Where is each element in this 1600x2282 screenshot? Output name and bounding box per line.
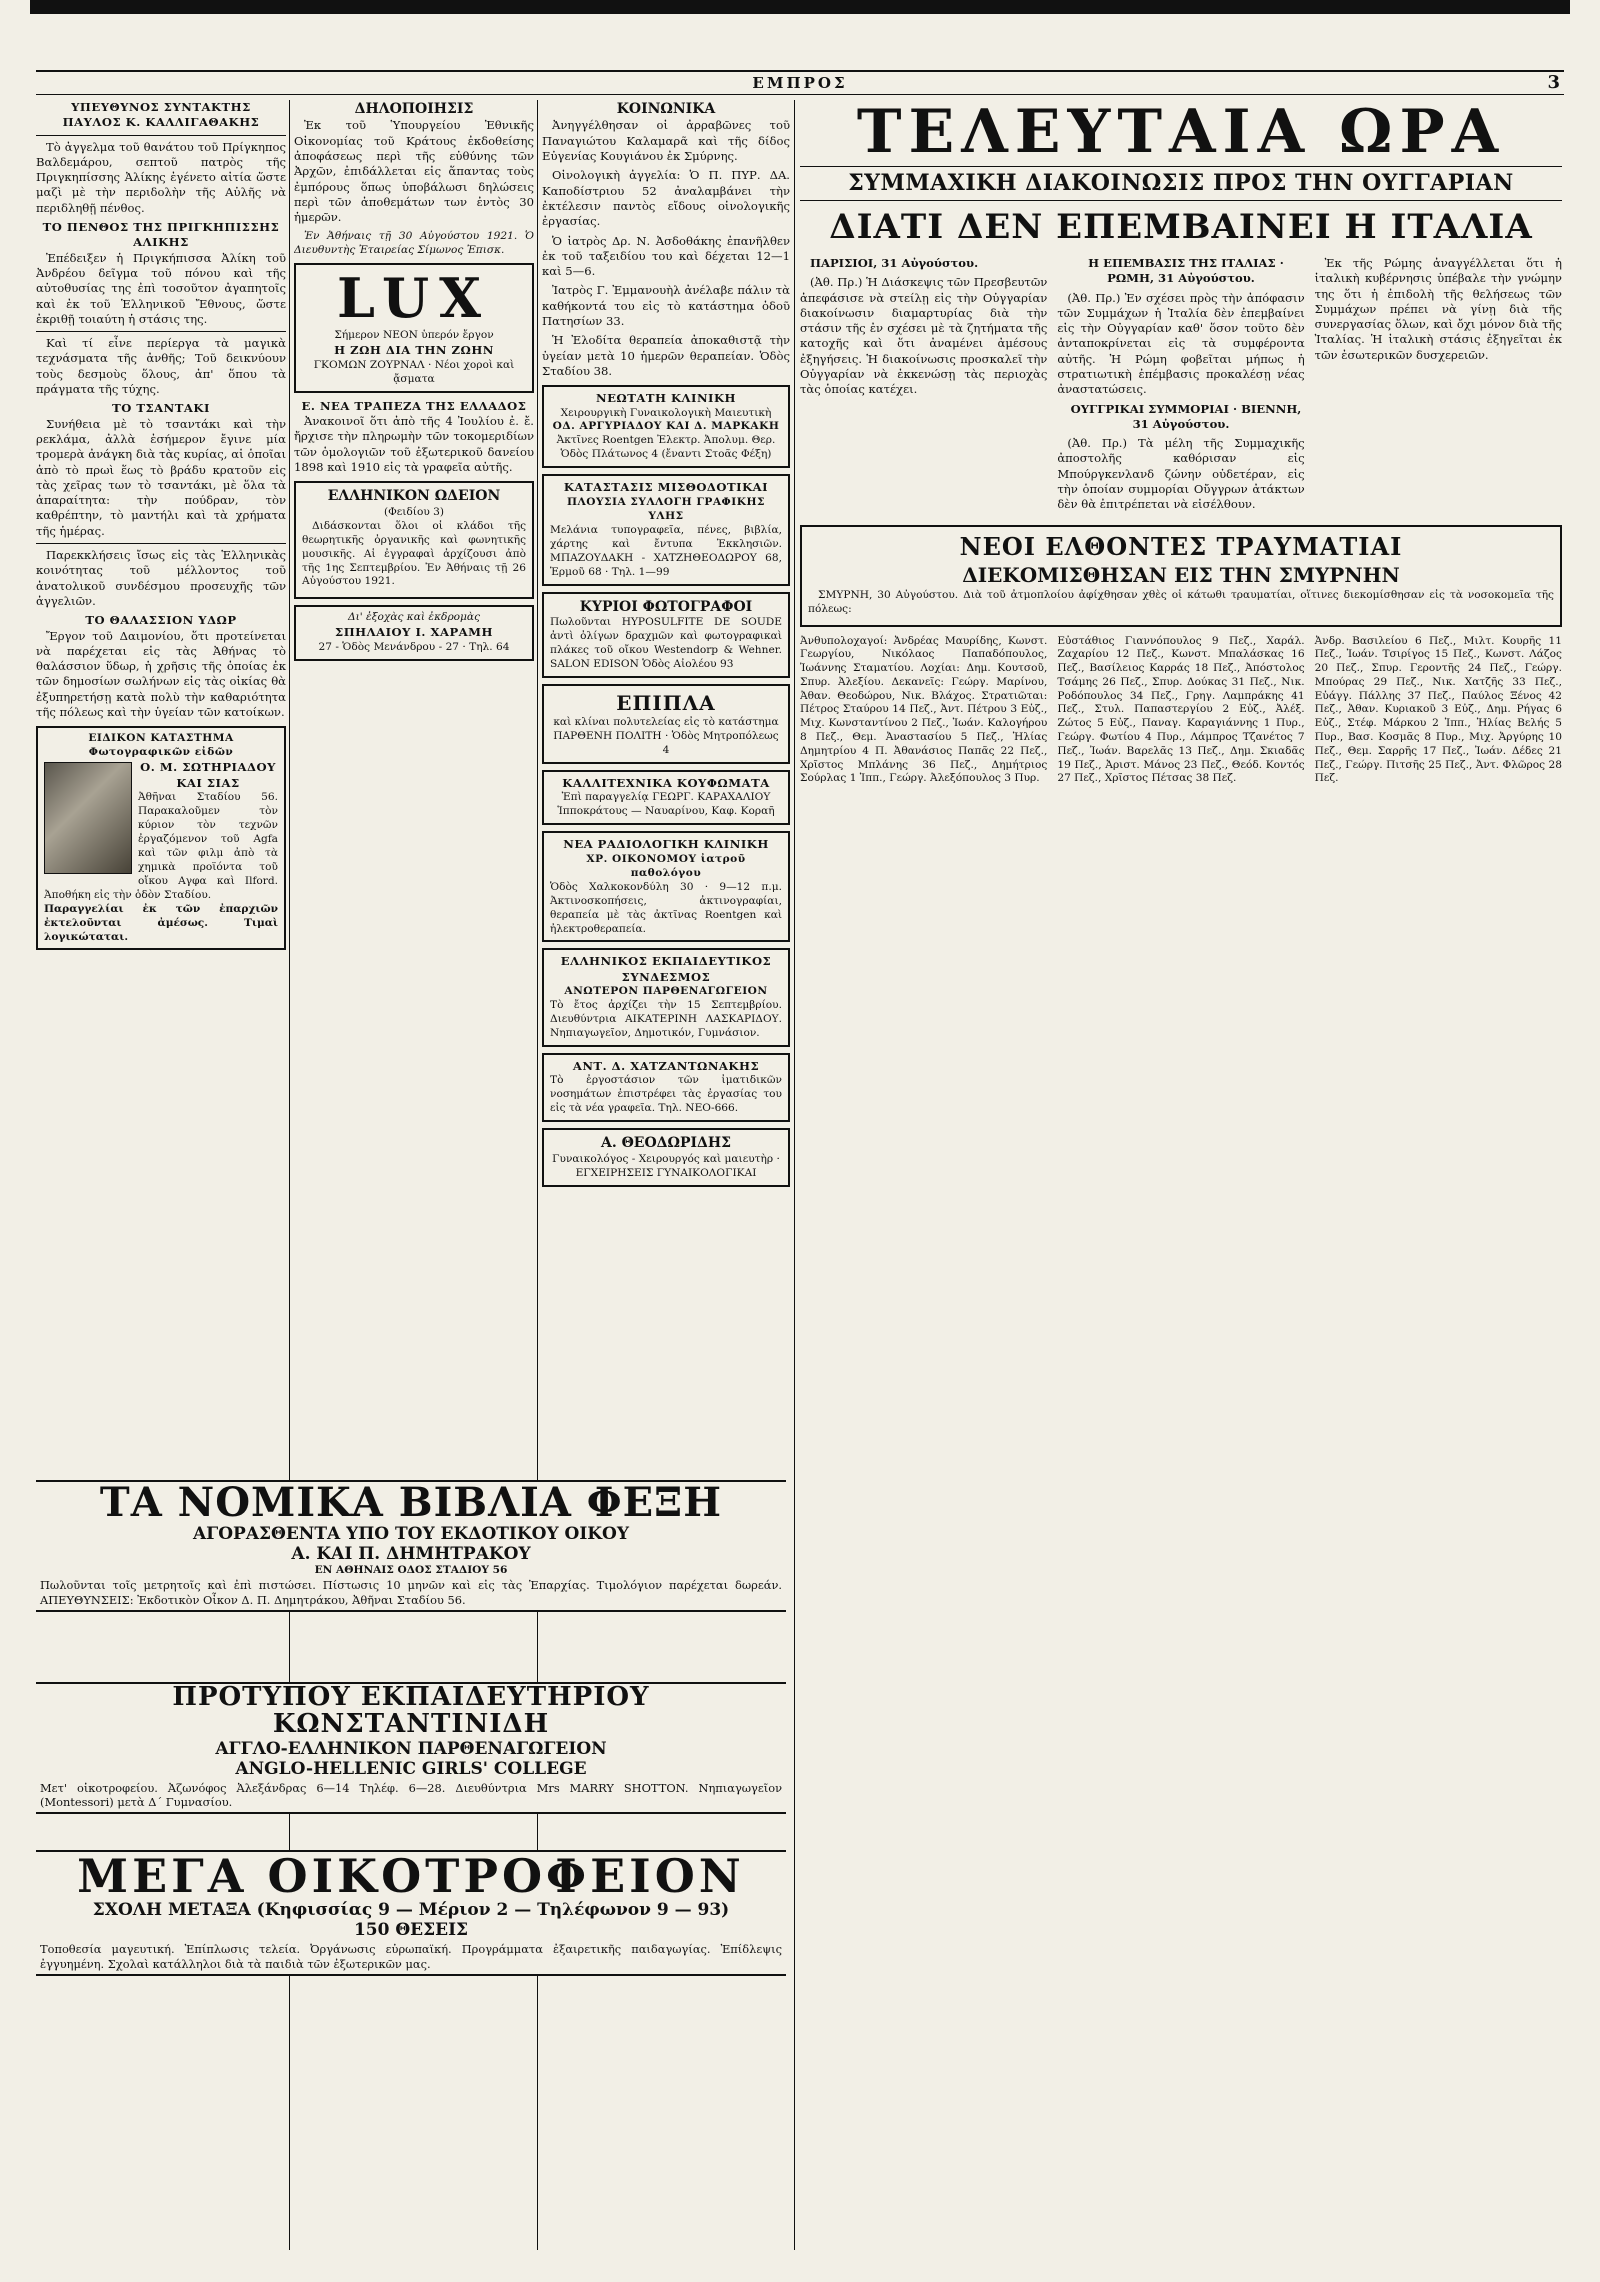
bank-text: Ἀνακοινοῖ ὅτι ἀπὸ τῆς 4 Ἰουλίου ἐ. ἔ. ἤρχισε τὴν πληρωμὴν τῶν τοκομεριδίων τῶν ὁμολογιῶν τοῦ ἐξωτερικοῦ δανείου 1898 καὶ 1910 εἰς τὰ γραφεῖα αὐτῆς. bbox=[294, 413, 534, 474]
magic-text: Καὶ τί εἶνε περίεργα τὰ μαγικὰ τεχνάσματα τῆς ἀνθῆς; Τοῦ δεικνύουν τοὺς δεσμοὺς ὅλους, ἀπ' ὅπου τὰ πράγματα τῆς τύχης. bbox=[36, 336, 286, 397]
books-publisher: Α. ΚΑΙ Π. ΔΗΜΗΤΡΑΚΟΥ bbox=[291, 1544, 531, 1564]
divider bbox=[36, 135, 286, 136]
bank-title: Ε. ΝΕΑ ΤΡΑΠΕΖΑ ΤΗΣ ΕΛΛΑΔΟΣ bbox=[301, 398, 527, 413]
last-hour-title: ΤΕΛΕΥΤΑΙΑ ΩΡΑ bbox=[856, 100, 1506, 167]
tailor-ad bbox=[542, 1053, 790, 1122]
news-col-2 bbox=[1057, 256, 1304, 517]
seawater-text: Ἔργον τοῦ Δαιμονίου, ὅτι προτείνεται νὰ παρέχεται εἰς τὰς Ἀθήνας τὸ θαλάσσιον ὕδωρ, ἡ χρῆσις τῆς ὁποίας ἐκ τῶν δημοσίων σωλήνων εἰς τὰς οἰκίας θὰ ἐξυπηρετήσῃ κατὰ πολὺ τὴν καθαριότητα τῆς πόλεως καὶ τὴν ὑγείαν τῶν κατοίκων. bbox=[36, 628, 286, 719]
wounded-title: ΝΕΟΙ ΕΛΘΟΝΤΕΣ ΤΡΑΥΜΑΤΙΑΙ bbox=[959, 531, 1403, 561]
cave-shop-ad bbox=[294, 605, 534, 660]
school-ad bbox=[36, 1682, 786, 1814]
clinic-addr: Ἀκτῖνες Roentgen Ἐλεκτρ. Ἀπολυμ. Θερ. Ὁδὸς Πλάτωνος 4 (ἔναντι Στοᾶς Φέξη) bbox=[556, 434, 776, 461]
news-col-3 bbox=[1315, 256, 1562, 517]
conservatory-text: Διδάσκονται ὅλοι οἱ κλάδοι τῆς θεωρητικῆς ὀργανικῆς καὶ φωνητικῆς μουσικῆς. Αἱ ἐγγραφαὶ ἀρχίζουσι ἀπὸ τῆς 1ης Σεπτεμβρίου. Ἐν Ἀθήναις τῇ 26 Αὐγούστου 1921. bbox=[302, 519, 526, 588]
boarding-sub: ΣΧΟΛΗ ΜΕΤΑΞΑ (Κηφισσίας 9 — Μέριον 2 — Τηλέφωνον 9 — 93) bbox=[92, 1900, 730, 1921]
mourning-text: Ἐπέδειξεν ἡ Πριγκήπισσα Ἀλίκη τοῦ Ἀνδρέου δεῖγμα τοῦ πόνου καὶ τῆς αὐτοθυσίας της ἐπὶ τοσοῦτον ἀγαπητοῖς καὶ ἐκ τοῦ Ἑλληνικοῦ Ἔθνους, ὥστε ἐκριθῇ τοιαύτη ἡ στάσις της. bbox=[36, 250, 286, 326]
education-text: Τὸ ἔτος ἀρχίζει τὴν 15 Σεπτεμβρίου. Διευθύντρια ΑΙΚΑΤΕΡΙΝΗ ΛΑΣΚΑΡΙΔΟΥ. Νηπιαγωγεῖον, Δημοτικόν, Γυμνάσιον. bbox=[550, 999, 782, 1039]
school-text: Μετ' οἰκοτροφείου. Ἀζωνόφος Ἀλεξάνδρας 6—14 Τηλέφ. 6—28. Διευθύντρια Mrs MARRY SHOTTON. Νηπιαγωγεῖον (Montessori) μετὰ Δ΄ Γυμνασίου. bbox=[40, 1780, 782, 1810]
social-title: ΚΟΙΝΩΝΙΚΑ bbox=[616, 101, 716, 117]
photo-shop-text: Ἀθῆναι Σταδίου 56. Παρακαλοῦμεν τὸν κύριον τὸν τεχνῶν ἐργαζόμενον τοῦ Agfa καὶ τῶν φιλμ ἀπὸ τὰ χημικὰ προϊόντα τοῦ οἴκου Αγφα καὶ Ilford. Ἀποθήκη εἰς τὴν ὁδὸν Σταδίου. bbox=[44, 790, 278, 901]
communities-text: Παρεκκλήσεις ἴσως εἰς τὰς Ἑλληνικὰς κοινότητας τοῦ μέλλοντος τοῦ ἀνατολικοῦ συνδέσμου προσευχῆς τῶν ἀγγελιῶν. bbox=[36, 548, 286, 608]
doctor-title: Α. ΘΕΟΔΩΡΙΔΗΣ bbox=[600, 1135, 732, 1152]
furniture-ad bbox=[542, 684, 790, 764]
furniture-text: καὶ κλίναι πολυτελείας εἰς τὸ κατάστημα ΠΑΡΘΕΝΗ ΠΟΛΙΤΗ · Ὁδὸς Μητροπόλεως 4 bbox=[553, 716, 779, 757]
education-title: ΕΛΛΗΝΙΚΟΣ ΕΚΠΑΙΔΕΥΤΙΚΟΣ ΣΥΝΔΕΣΜΟΣ bbox=[560, 954, 772, 984]
dispatch-text: (Ἀθ. Πρ.) Ἡ Διάσκεψις τῶν Πρεσβευτῶν ἀπεφάσισε νὰ στείλῃ εἰς τὴν Οὐγγαρίαν διακοίνωσιν διαμαρτυρίας διὰ τὴν στάσιν τῆς ἐν σχέσει μὲ τὰ ζητήματα τῆς κατοχῆς καὶ ὅτι ἀναμένει ἀμέσους ἐξηγήσεις. Ἡ διακοίνωσις προσκαλεῖ τὴν Οὐγγαρίαν νὰ ἐκκενώσῃ τὰς περιοχὰς τὰς ὁποίας κατέχει. bbox=[800, 275, 1048, 397]
cave-shop-name: ΣΠΗΛΑΙΟΥ Ι. ΧΑΡΑΜΗ bbox=[335, 625, 493, 640]
frames-title: ΚΑΛΛΙΤΕΧΝΙΚΑ ΚΟΥΦΩΜΑΤΑ bbox=[562, 776, 770, 791]
lux-title: LUX bbox=[336, 266, 491, 331]
page-number: 3 bbox=[1547, 72, 1560, 93]
doctor-text: Γυναικολόγος - Χειρουργός καὶ μαιευτὴρ · ΕΓΧΕΙΡΗΣΕΙΣ ΓΥΝΑΙΚΟΛΟΓΙΚΑΙ bbox=[552, 1152, 780, 1179]
books-address: ΕΝ ΑΘΗΝΑΙΣ ΟΔΟΣ ΣΤΑΔΙΟΥ 56 bbox=[314, 1564, 508, 1576]
social-item: Ὁ ἰατρὸς Δρ. Ν. Ἀσδοθάκης ἐπανῆλθεν ἐκ τοῦ ταξειδίου του καὶ δέχεται 12—1 καὶ 5—6. bbox=[542, 233, 790, 279]
print-shop-title: ΚΑΤΑΣΤΑΣΙΣ ΜΙΣΘΟΔΟΤΙΚΑΙ bbox=[563, 480, 769, 495]
headline-handbag: ΤΟ ΤΣΑΝΤΑΚΙ bbox=[112, 401, 210, 416]
wounded-list-1: Ἀνθυπολοχαγοί: Ἀνδρέας Μαυρίδης, Κωνστ. Γεωργίου, Νικόλαος Παπαδόπουλος, Ἰωάννης Σταματίου. Λοχίαι: Δημ. Κουτσοῦ, Σπυρ. Ἀλεξίου. Δεκανεῖς: Γεώργ. Μαρίνου, Ἀθαν. Θεοδώρου, Νικ. Βλάχος. Στρατιῶται: Πέτρος Σταύρου 14 Πεζ., Ἀντ. Πέτρου 3 Εὐζ., Μιχ. Κωνσταντίνου 2 Πεζ., Ἰωάν. Καλογήρου 8 Πεζ., Θεμ. Ἀναστασίου 5 Πεζ., Ἠλίας Δημητρίου 4 Π. Ἀθανάσιος Παπᾶς 22 Πεζ., Χρῖστος Μπλάνης 36 Πεζ., Δημήτριος Σούρλας 1 Ἱππ., Γεώργ. Ἀλεξόπουλος 3 Πυρ. bbox=[800, 634, 1048, 785]
photo-shop-name: Ο. Μ. ΣΩΤΗΡΙΑΔΟΥ ΚΑΙ ΣΙΑΣ bbox=[140, 760, 276, 790]
dispatch-head: Η ΕΠΕΜΒΑΣΙΣ ΤΗΣ ΙΤΑΛΙΑΣ · ΡΩΜΗ, 31 Αὐγούστου. bbox=[1088, 255, 1284, 286]
last-hour-section bbox=[800, 100, 1562, 2250]
editor-label: ΥΠΕΥΘΥΝΟΣ ΣΥΝΤΑΚΤΗΣ bbox=[71, 100, 251, 114]
clinic-sub: Χειρουργικὴ Γυναικολογικὴ Μαιευτικὴ bbox=[560, 406, 772, 419]
intro-text: Τὸ ἀγγελμα τοῦ θανάτου τοῦ Πρίγκηπος Βαλδεμάρου, σεπτοῦ πατρὸς τῆς Πριγκηπίσσης Ἀλίκης ἐγένετο αἰτία ὥστε μαζὶ μὲ τὴν περιδολὴν τῆς Αὐλῆς νὰ περιδληθῇ πένθος. bbox=[36, 139, 286, 215]
boarding-count: 150 ΘΕΣΕΙΣ bbox=[353, 1920, 469, 1941]
doctor-ad bbox=[542, 1128, 790, 1186]
wounded-intro: ΣΜΥΡΝΗ, 30 Αὐγούστου. Διὰ τοῦ ἀτμοπλοίου ἀφίχθησαν χθὲς οἱ κάτωθι τραυματίαι, οἵτινες διεκομίσθησαν εἰς τὰ νοσοκομεῖα τῆς πόλεως: bbox=[808, 588, 1554, 615]
news-columns bbox=[800, 256, 1562, 517]
school-title: ΠΡΟΤΥΠΟΥ ΕΚΠΑΙΔΕΥΤΗΡΙΟΥ ΚΩΝΣΤΑΝΤΙΝΙΔΗ bbox=[172, 1682, 650, 1740]
declaration-text: Ἐκ τοῦ Ὑπουργείου Ἐθνικῆς Οἰκονομίας τοῦ Κράτους ἐκδοθείσης ἀποφάσεως περὶ τῆς εὐθύνης τῶν Ἀρχῶν, ἐπιδάλλεται εἰς ἅπαντας τοὺς ἐμπόρους ὅπως ὑποβάλωσι δηλώσεις περὶ τῶν ἀποθεμάτων των ἐντὸς 30 ἡμερῶν. bbox=[294, 118, 534, 225]
law-books-ad bbox=[36, 1480, 786, 1612]
photographers-ad bbox=[542, 592, 790, 678]
social-item: Οἰνολογικὴ ἀγγελία: Ὁ Π. ΠΥΡ. ΔΑ. Καποδίστριου 52 ἀναλαμβάνει τὴν ἐκτέλεσιν παντὸς εἴδους οἰνολογικῆς ἐργασίας. bbox=[542, 168, 790, 229]
boarding-ad bbox=[36, 1850, 786, 1976]
social-item: Ἡ Ἐλοδίτα θεραπεία ἀποκαθιστᾷ τὴν ὑγείαν μετὰ 10 ἡμερῶν θεραπείαν. Ὁδὸς Σταδίου 38. bbox=[542, 333, 790, 378]
dispatch-head: ΠΑΡΙΣΙΟΙ, 31 Αὐγούστου. bbox=[810, 255, 979, 270]
print-shop-sub: ΠΛΟΥΣΙΑ ΣΥΛΛΟΓΗ ΓΡΑΦΙΚΗΣ ΥΛΗΣ bbox=[567, 495, 765, 522]
divider bbox=[36, 543, 286, 544]
headline-mourning: ΤΟ ΠΕΝΘΟΣ ΤΗΣ ΠΡΙΓΚΗΠΙΣΣΗΣ ΑΛΙΚΗΣ bbox=[42, 220, 280, 250]
radiology-ad bbox=[542, 831, 790, 942]
lux-film: Η ΖΩΗ ΔΙΑ ΤΗΝ ΖΩΗΝ bbox=[334, 343, 494, 358]
boarding-text: Τοποθεσία μαγευτική. Ἐπίπλωσις τελεία. Ὀργάνωσις εὐρωπαϊκή. Προγράμματα ἐξαιρετικῆς παιδαγωγίας. Ἐπίδλεψις ἐγγυημένη. Σχολαὶ κατάλληλοι διὰ τὰ παιδιὰ τῶν ἐξωτερικῶν μας. bbox=[40, 1942, 782, 1972]
clinic-ad bbox=[542, 385, 790, 468]
headline-seawater: ΤΟ ΘΑΛΑΣΣΙΟΝ ΥΔΩΡ bbox=[85, 613, 237, 628]
conservatory-title: ΕΛΛΗΝΙΚΟΝ ΩΔΕΙΟΝ bbox=[327, 488, 501, 505]
tailor-title: ΑΝΤ. Δ. ΧΑΤΖΑΝΤΩΝΑΚΗΣ bbox=[572, 1058, 760, 1073]
photo-shop-ad bbox=[36, 726, 286, 950]
wounded-list-3: Ἀνδρ. Βασιλείου 6 Πεζ., Μιλτ. Κουρῆς 11 Πεζ., Ἰωάν. Τσιρίγος 15 Πεζ., Κωνστ. Λάζος 20 Πεζ., Σπυρ. Γεροντῆς 24 Πεζ., Γεώργ. Μπούρας 29 Πεζ., Νικ. Χατζῆς 33 Πεζ., Εὐάγγ. Πάλλης 37 Πεζ., Παύλος Ξένος 42 Πεζ., Ἀθαν. Κυριακοῦ 3 Εὐζ., Δημ. Ρήγας 6 Εὐζ., Στέφ. Μάρκου 2 Ἱππ., Ἠλίας Βελής 5 Πυρ., Βασ. Κοσμᾶς 8 Πυρ., Μιχ. Ἀργύρης 10 Πεζ., Θεμ. Σαρρῆς 17 Πεζ., Ἰωάν. Δέδες 21 Πεζ., Γεώργ. Πιτσῆς 25 Πεζ., Ἀντ. Φλῶρος 28 Πεζ. bbox=[1314, 634, 1562, 785]
conservatory-sub: (Φειδίου 3) bbox=[383, 505, 445, 518]
dispatch-text: Ἐκ τῆς Ρώμης ἀναγγέλλεται ὅτι ἡ ἰταλικὴ κυβέρνησις ὑπέβαλε τὴν γνώμην της ὅτι ἡ ἐπιδολὴ τῆς θελήσεως τῶν Συμμάχων πρέπει νὰ γίνῃ διὰ τῆς συνεργασίας ὅλων, καὶ ὄχι μόνον διὰ τῆς Ἰταλίας. Ἡ ἰταλικὴ στάσις ἐξηγεῖται ἐκ τῶν ἐσωτερικῶν δυσχερειῶν. bbox=[1314, 255, 1562, 362]
news-col-1 bbox=[800, 256, 1047, 517]
photo-shop-note: Παραγγελίαι ἐκ τῶν ἐπαρχιῶν ἐκτελοῦνται ἀμέσως. Τιμαὶ λογικώταται. bbox=[44, 902, 278, 943]
dispatch-text: (Ἀθ. Πρ.) Ἐν σχέσει πρὸς τὴν ἀπόφασιν τῶν Συμμάχων ἡ Ἰταλία δὲν ἐπεμβαίνει εἰς τὴν Οὐγγαρίαν καθ' ὅσον τοῦτο δὲν ἀνταποκρίνεται εἰς τὰ συμφέροντα αὐτῆς. Ἡ Ρώμη φοβεῖται μήπως ἡ στρατιωτικὴ ἐπέμβασις προκαλέσῃ νέας ἀναστατώσεις. bbox=[1057, 290, 1305, 397]
frames-text: Ἐπὶ παραγγελίᾳ ΓΕΩΡΓ. ΚΑΡΑΧΑΛΙΟΥ Ἱπποκράτους — Ναυαρίνου, Καφ. Κοραῆ bbox=[557, 791, 775, 818]
books-title: ΤΑ ΝΟΜΙΚΑ ΒΙΒΛΙΑ ΦΕΞΗ bbox=[99, 1479, 723, 1526]
wounded-list-2: Εὐστάθιος Γιαννόπουλος 9 Πεζ., Χαράλ. Ζαχαρίου 12 Πεζ., Κωνστ. Μπαλάσκας 16 Πεζ., Βασίλειος Καρράς 18 Πεζ., Ἀπόστολος Τσάμης 26 Πεζ., Σπυρ. Δούκας 31 Πεζ., Νικ. Ροδόπουλος 34 Πεζ., Γρηγ. Λαμπράκης 41 Πεζ., Στυλ. Παπαστεργίου 2 Εὐζ., Ἀλέξ. Ζώτος 5 Εὐζ., Παναγ. Καραγιάννης 1 Πυρ., Γεώργ. Φωτίου 4 Πυρ., Λάμπρος Τζανέτος 7 Πεζ., Ἰωάν. Βαρελᾶς 13 Πεζ., Δημ. Σκιαδᾶς 19 Πεζ., Ἀριστ. Μάνος 23 Πεζ., Θεόδ. Κοντός 27 Πεζ., Χρῖστος Πέτσας 38 Πεζ. bbox=[1057, 634, 1305, 785]
social-item: Ἀνηγγέλθησαν οἱ ἀρραβῶνες τοῦ Παναγιώτου Καλαμαρᾶ καὶ τῆς δίδος Εὐγενίας Κουγιάνου ἐκ Σμύρνης. bbox=[542, 118, 790, 164]
declaration-title: ΔΗΛΟΠΟΙΗΣΙΣ bbox=[354, 101, 474, 117]
column-rule-3 bbox=[794, 100, 795, 2250]
top-black-bar bbox=[30, 0, 1570, 14]
cave-shop-title: Δι' ἐξοχὰς καὶ ἐκδρομὰς bbox=[347, 611, 481, 624]
divider bbox=[36, 331, 286, 332]
school-en: ANGLO-HELLENIC GIRLS' COLLEGE bbox=[235, 1758, 587, 1779]
clinic-title: ΝΕΩΤΑΤΗ ΚΛΙΝΙΚΗ bbox=[595, 391, 737, 406]
radiology-text: Ὁδὸς Χαλκοκονδύλη 30 · 9—12 π.μ. Ἀκτινοσκοπήσεις, ἀκτινογραφίαι, θεραπεία μὲ τὰς ἀκτῖνας Roentgen καὶ ἠλεκτροθεραπεία. bbox=[550, 880, 782, 935]
paper-name: ΕΜΠΡΟΣ bbox=[752, 74, 848, 92]
wounded-box bbox=[800, 525, 1562, 627]
radiology-title: ΝΕΑ ΡΑΔΙΟΛΟΓΙΚΗ ΚΛΙΝΙΚΗ bbox=[563, 837, 769, 852]
social-item: Ἰατρὸς Γ. Ἐμμανουὴλ ἀνέλαβε πάλιν τὰ καθήκοντά του εἰς τὸ κατάστημα ὁδοῦ Πατησίων 33. bbox=[542, 283, 790, 329]
books-sub: ΑΓΟΡΑΣΘΕΝΤΑ ΥΠΟ ΤΟΥ ΕΚΔΟΤΙΚΟΥ ΟΙΚΟΥ bbox=[192, 1524, 629, 1544]
print-shop-text: Μελάνια τυπογραφεῖα, πένες, βιβλία, χάρτης καὶ ἔντυπα Ἐκκλησιῶν. ΜΠΑΖΟΥΔΑΚΗ - ΧΑΤΖΗΘΕΟΔΩΡΟΥ 68, Ἑρμοῦ 68 · Τηλ. 1—99 bbox=[550, 523, 782, 578]
education-sub: ΑΝΩΤΕΡΟΝ ΠΑΡΘΕΝΑΓΩΓΕΙΟΝ bbox=[564, 985, 768, 998]
dispatch-head: ΟΥΓΓΡΙΚΑΙ ΣΥΜΜΟΡΙΑΙ · ΒΙΕΝΝΗ, 31 Αὐγούστου. bbox=[1070, 401, 1302, 431]
tailor-text: Τὸ ἐργοστάσιον τῶν ἰματιδικῶν νοσημάτων ἐπιστρέφει τὰς ἐργασίας του εἰς τὰ νέα γραφεῖα. Τηλ. ΝΕΟ-666. bbox=[550, 1074, 782, 1115]
lux-sub: ΓΚΟΜΩΝ ΖΟΥΡΝΑΛ · Νέοι χοροὶ καὶ ᾄσματα bbox=[313, 358, 515, 385]
declaration-sign: Ἐν Ἀθήναις τῇ 30 Αὐγούστου 1921. Ὁ Διευθυντὴς Ἐταιρείας Σίμωνος Ἐπισκ. bbox=[294, 229, 534, 256]
education-ad bbox=[542, 948, 790, 1046]
print-shop-ad bbox=[542, 474, 790, 585]
books-text: Πωλοῦνται τοῖς μετρητοῖς καὶ ἐπὶ πιστώσει. Πίστωσις 10 μηνῶν καὶ εἰς τὰς Ἐπαρχίας. Τιμολόγιον παρέχεται δωρεάν. ΑΠΕΥΘΥΝΣΕΙΣ: Ἐκδοτικὸν Οἶκον Δ. Π. Δημητράκου, Ἀθῆναι Σταδίου 56. bbox=[40, 1578, 782, 1607]
lux-cinema-ad bbox=[294, 263, 534, 392]
handbag-text: Συνήθεια μὲ τὸ τσαντάκι καὶ τὴν ρεκλάμα, ἀλλὰ ἐσήμερον ἔγινε μία τρομερὰ ἀνάγκη διὰ τὰς κυρίας, αἱ ὁποῖαι ἀπὸ τὸ πρωὶ ἕως τὸ βράδυ κρατοῦν εἰς τὰς χεῖρας των τὸ τσαντάκι, μὲ ὅλα τὰ ἀπαραίτητα: τὴν πούδραν, τὸν καθρέπτην, τὸ μαντήλι καὶ τὰ χρήματα τῆς ἡμέρας. bbox=[36, 416, 286, 538]
school-sub: ΑΓΓΛΟ-ΕΛΛΗΝΙΚΟΝ ΠΑΡΘΕΝΑΓΩΓΕΙΟΝ bbox=[215, 1738, 607, 1759]
last-hour-sub1: ΣΥΜΜΑΧΙΚΗ ΔΙΑΚΟΙΝΩΣΙΣ ΠΡΟΣ ΤΗΝ ΟΥΓΓΑΡΙΑΝ bbox=[800, 166, 1562, 201]
photo-shop-head: ΕΙΔΙΚΟΝ ΚΑΤΑΣΤΗΜΑ Φωτογραφικῶν εἰδῶν bbox=[88, 732, 234, 759]
frames-ad bbox=[542, 770, 790, 825]
boarding-title: ΜΕΓΑ ΟΙΚΟΤΡΟΦΕΙΟΝ bbox=[77, 1849, 745, 1903]
wounded-lists bbox=[800, 635, 1562, 786]
last-hour-sub2: ΔΙΑΤΙ ΔΕΝ ΕΠΕΜΒΑΙΝΕΙ Η ΙΤΑΛΙΑ bbox=[829, 207, 1533, 248]
dispatch-text: (Ἀθ. Πρ.) Τὰ μέλη τῆς Συμμαχικῆς ἀποστολῆς καθόρισαν εἰς Μπούργκενλανδ ζώνην οὐδετέραν, εἰς τὴν ὁποίαν συμμορίαι Οὔγγρων ἀτάκτων δὲν θὰ ἐπιτρέπεται νὰ εἰσέλθουν. bbox=[1057, 436, 1305, 512]
photographers-text: Πωλοῦνται HYPOSULFITE DE SOUDE ἀντὶ ὀλίγων δραχμῶν καὶ φωτογραφικαὶ πλάκες τοῦ οἴκου Westendorp & Wehner. SALON EDISON Ὁδὸς Αἰολέου 93 bbox=[550, 615, 782, 670]
editor-name: ΠΑΥΛΟΣ Κ. ΚΑΛΛΙΓΑΘΑΚΗΣ bbox=[62, 115, 260, 130]
radiology-name: ΧΡ. ΟΙΚΟΝΟΜΟΥ ἰατροῦ παθολόγου bbox=[586, 852, 746, 879]
lux-text: Σήμερον ΝΕΟΝ ὑπερόν ἔργον bbox=[334, 329, 494, 342]
furniture-title: ΕΠΙΠΛΑ bbox=[616, 690, 716, 715]
cave-shop-text: 27 - Ὁδὸς Μενάνδρου - 27 · Τηλ. 64 bbox=[318, 640, 510, 653]
masthead bbox=[36, 70, 1564, 95]
camera-illustration bbox=[44, 762, 132, 874]
conservatory-ad bbox=[294, 481, 534, 599]
wounded-sub: ΔΙΕΚΟΜΙΣΘΗΣΑΝ ΕΙΣ ΤΗΝ ΣΜΥΡΝΗΝ bbox=[962, 563, 1400, 588]
clinic-names: ΟΔ. ΑΡΓΥΡΙΑΔΟΥ ΚΑΙ Δ. ΜΑΡΚΑΚΗ bbox=[552, 420, 780, 433]
photographers-title: ΚΥΡΙΟΙ ΦΩΤΟΓΡΑΦΟΙ bbox=[579, 598, 753, 615]
